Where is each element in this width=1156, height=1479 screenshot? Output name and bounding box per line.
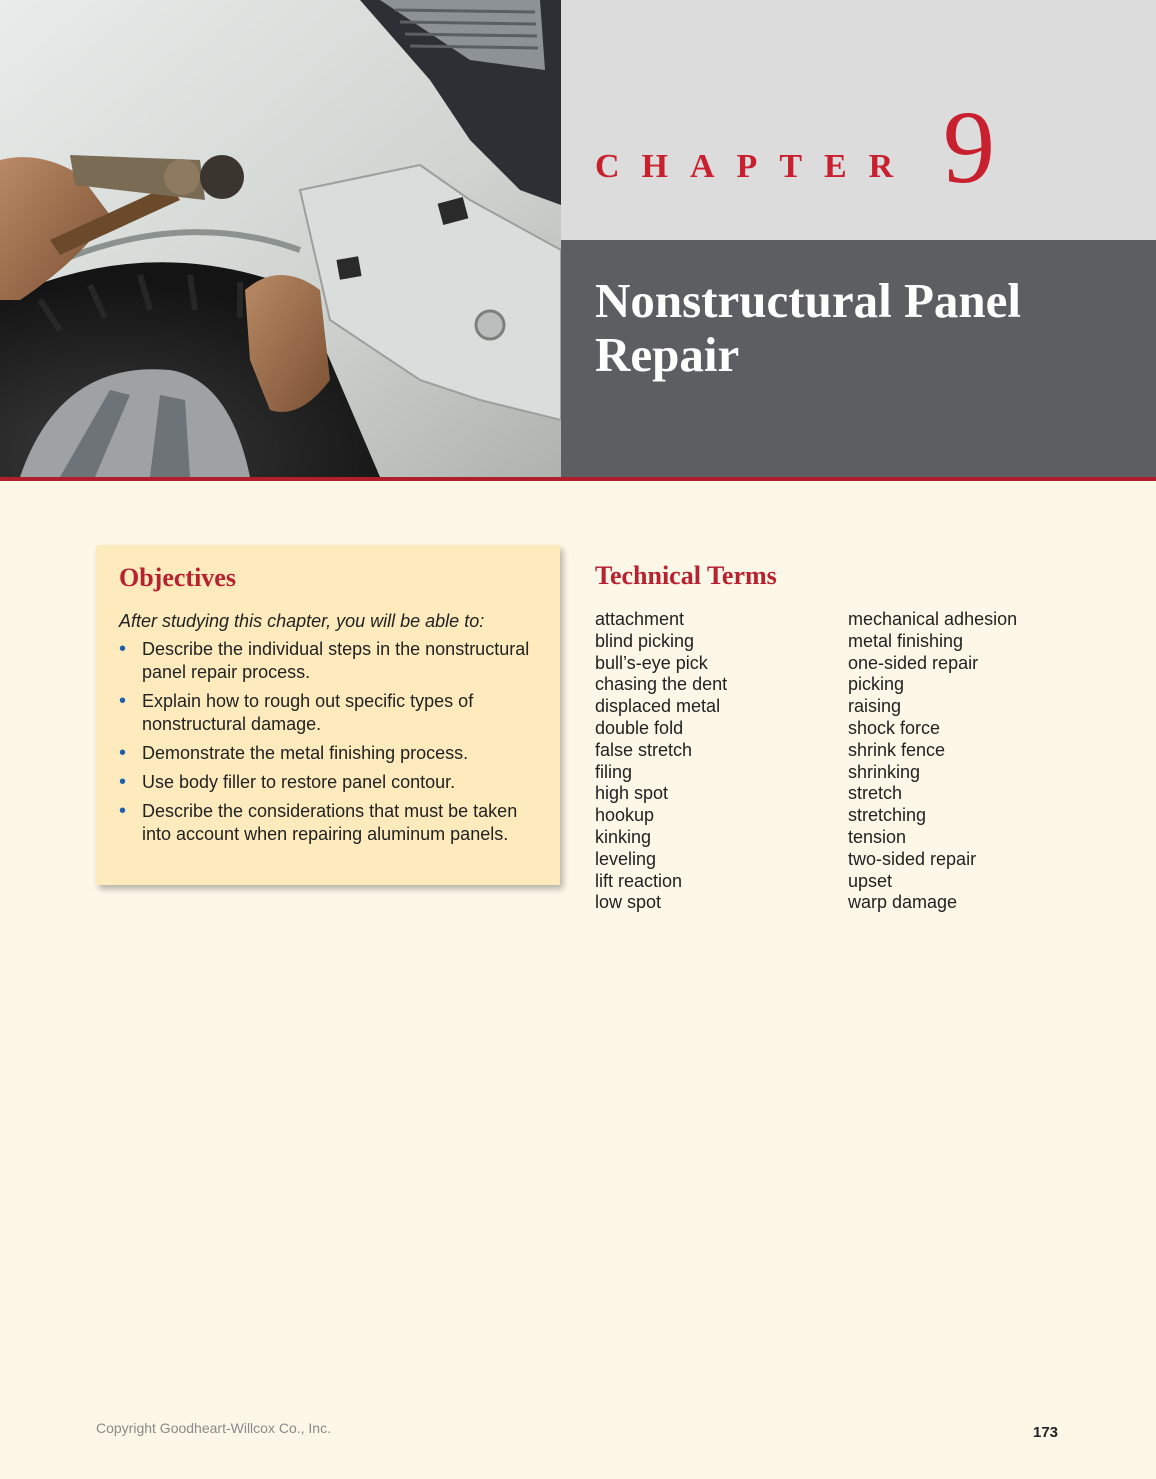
objective-text: Describe the considerations that must be taken into account when repairing aluminum panels. bbox=[142, 801, 518, 844]
term-item: stretch bbox=[848, 783, 903, 804]
term-item: double fold bbox=[595, 717, 684, 738]
bullet-icon: • bbox=[119, 742, 127, 764]
chapter-photo bbox=[0, 0, 561, 477]
bullet-icon: • bbox=[119, 690, 127, 712]
objective-text: Explain how to rough out specific types of nonstructural damage. bbox=[142, 691, 474, 734]
objective-text: Use body filler to restore panel contour. bbox=[142, 772, 456, 792]
term-item: attachment bbox=[595, 609, 685, 629]
page-number: 173 bbox=[1033, 1424, 1059, 1441]
term-item: hookup bbox=[595, 805, 655, 826]
term-item: warp damage bbox=[848, 892, 958, 913]
title-band bbox=[561, 240, 1156, 477]
objectives-heading: Objectives bbox=[119, 563, 236, 592]
objective-item bbox=[119, 690, 538, 736]
term-item: low spot bbox=[595, 892, 662, 913]
term-item: shrink fence bbox=[848, 739, 946, 760]
objectives-box bbox=[96, 545, 560, 885]
objective-item bbox=[119, 771, 538, 794]
term-item: upset bbox=[848, 870, 893, 891]
terms-right-column bbox=[848, 609, 1017, 914]
objective-item bbox=[119, 638, 538, 684]
terms-left-column bbox=[595, 609, 848, 914]
chapter-number: 9 bbox=[943, 90, 995, 205]
header-divider bbox=[0, 477, 1156, 481]
objectives-list bbox=[119, 638, 538, 846]
term-item: leveling bbox=[595, 848, 657, 869]
objectives-intro: After studying this chapter, you will be able to: bbox=[119, 611, 485, 631]
term-item: stretching bbox=[848, 805, 927, 826]
term-item: false stretch bbox=[595, 739, 693, 760]
term-item: chasing the dent bbox=[595, 674, 728, 695]
term-item: blind picking bbox=[595, 630, 695, 651]
term-item: metal finishing bbox=[848, 630, 964, 651]
technical-terms bbox=[595, 561, 1135, 914]
objective-item bbox=[119, 742, 538, 765]
chapter-band bbox=[561, 0, 1156, 240]
term-item: kinking bbox=[595, 826, 652, 847]
term-item: displaced metal bbox=[595, 696, 721, 717]
technical-terms-heading: Technical Terms bbox=[595, 561, 777, 590]
terms-columns bbox=[595, 609, 1135, 914]
bullet-icon: • bbox=[119, 800, 127, 822]
bullet-icon: • bbox=[119, 771, 127, 793]
term-item: bull’s-eye pick bbox=[595, 652, 708, 673]
term-item: tension bbox=[848, 826, 907, 847]
objective-text: Demonstrate the metal finishing process. bbox=[142, 743, 469, 763]
term-item: raising bbox=[848, 696, 902, 717]
term-item: shock force bbox=[848, 717, 941, 738]
term-item: one-sided repair bbox=[848, 652, 979, 673]
term-item: filing bbox=[595, 761, 633, 782]
objective-item bbox=[119, 800, 538, 846]
copyright-notice: Copyright Goodheart-Willcox Co., Inc. bbox=[96, 1420, 331, 1436]
objective-text: Describe the individual steps in the nonstructural panel repair process. bbox=[142, 639, 530, 682]
term-item: picking bbox=[848, 674, 905, 695]
chapter-label: CHAPTER bbox=[595, 148, 916, 185]
term-item: lift reaction bbox=[595, 870, 683, 891]
term-item: mechanical adhesion bbox=[848, 609, 1018, 629]
term-item: high spot bbox=[595, 783, 669, 804]
chapter-title: Nonstructural Panel Repair bbox=[595, 273, 1021, 382]
term-item: shrinking bbox=[848, 761, 921, 782]
bullet-icon: • bbox=[119, 638, 127, 660]
term-item: two-sided repair bbox=[848, 848, 977, 869]
